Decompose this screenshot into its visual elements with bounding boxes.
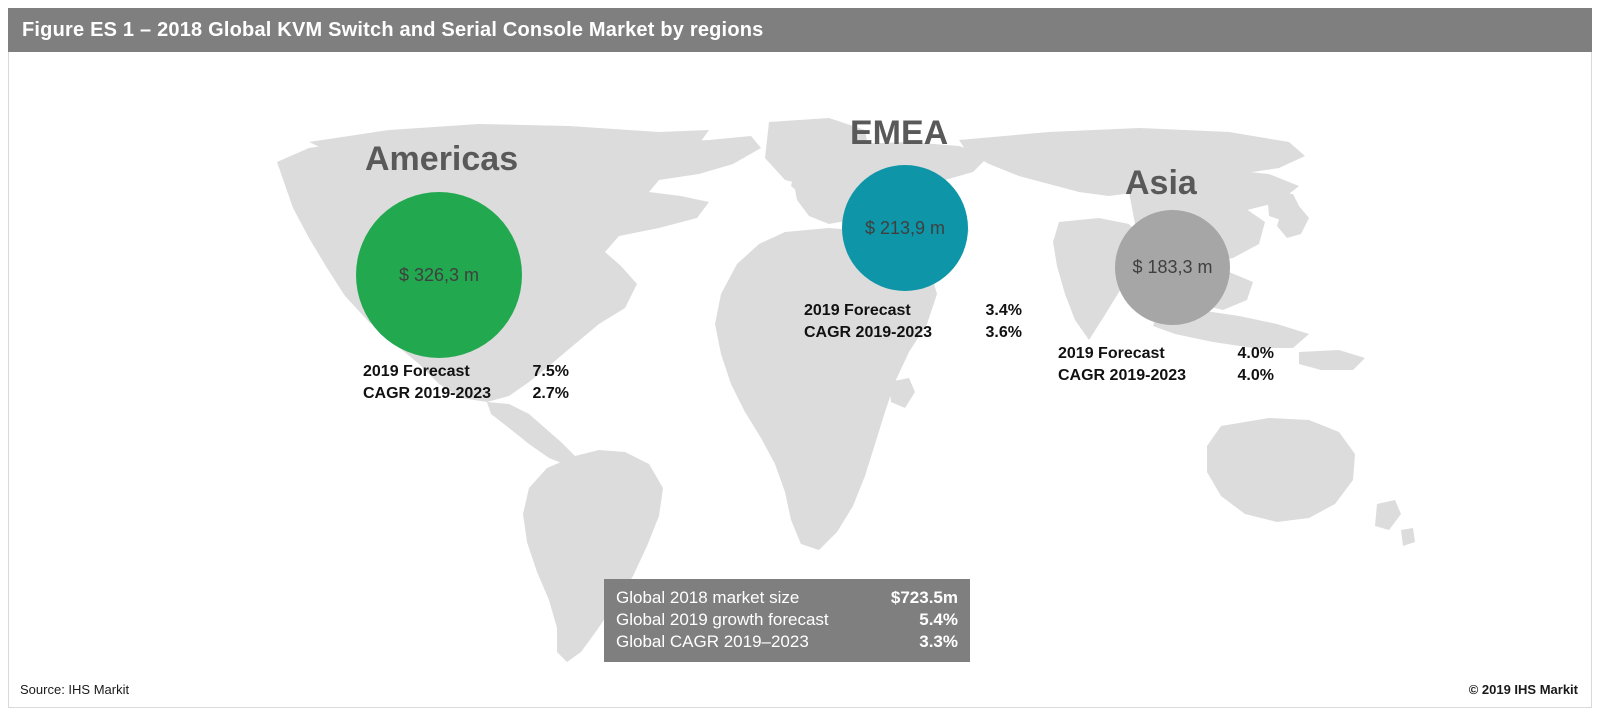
bubble-emea [842,165,968,291]
stat-row [363,361,569,383]
region-label-asia: Asia [1125,164,1197,202]
stat-value: 2.7% [532,385,569,402]
bubble-americas [356,192,522,358]
stat-value: 3.4% [985,302,1022,319]
stats-americas [363,361,569,405]
stats-emea [804,300,1022,344]
stat-label: 2019 Forecast [804,302,911,319]
stat-label: 2019 Forecast [1058,345,1165,362]
stat-value: 7.5% [532,363,569,380]
region-label-americas: Americas [365,140,519,178]
stat-value: 4.0% [1237,345,1274,362]
bubble-asia [1115,210,1230,325]
stat-label: CAGR 2019-2023 [804,324,933,341]
bubble-value-americas: $ 326,3 m [398,264,480,285]
stat-row [1058,365,1274,387]
source-note: Source: IHS Markit [20,682,130,697]
copyright-note: © 2019 IHS Markit [1468,682,1578,697]
stats-asia [1058,343,1274,387]
stat-row [363,383,569,405]
figure-title-bar [8,8,1592,52]
stat-label: 2019 Forecast [363,363,470,380]
summary-value: 3.3% [919,632,958,651]
summary-row [616,609,958,631]
global-summary-box [604,579,970,662]
stat-value: 3.6% [985,324,1022,341]
stat-value: 4.0% [1237,367,1274,384]
summary-label: Global 2018 market size [616,588,800,607]
bubble-value-emea: $ 213,9 m [864,217,946,238]
stat-label: CAGR 2019-2023 [1058,367,1187,384]
page-title: Figure ES 1 – 2018 Global KVM Switch and Serial Console Market by regions [22,18,764,41]
stat-row [804,322,1022,344]
summary-label: Global 2019 growth forecast [616,610,829,629]
summary-value: 5.4% [919,610,958,629]
region-label-emea: EMEA [850,114,949,152]
stat-row [1058,343,1274,365]
bubble-value-asia: $ 183,3 m [1132,257,1213,277]
summary-row [616,587,958,609]
summary-row [616,631,958,653]
stat-label: CAGR 2019-2023 [363,385,492,402]
summary-label: Global CAGR 2019–2023 [616,632,809,651]
summary-value: $723.5m [890,588,958,607]
stat-row [804,300,1022,322]
world-map [9,52,1591,672]
